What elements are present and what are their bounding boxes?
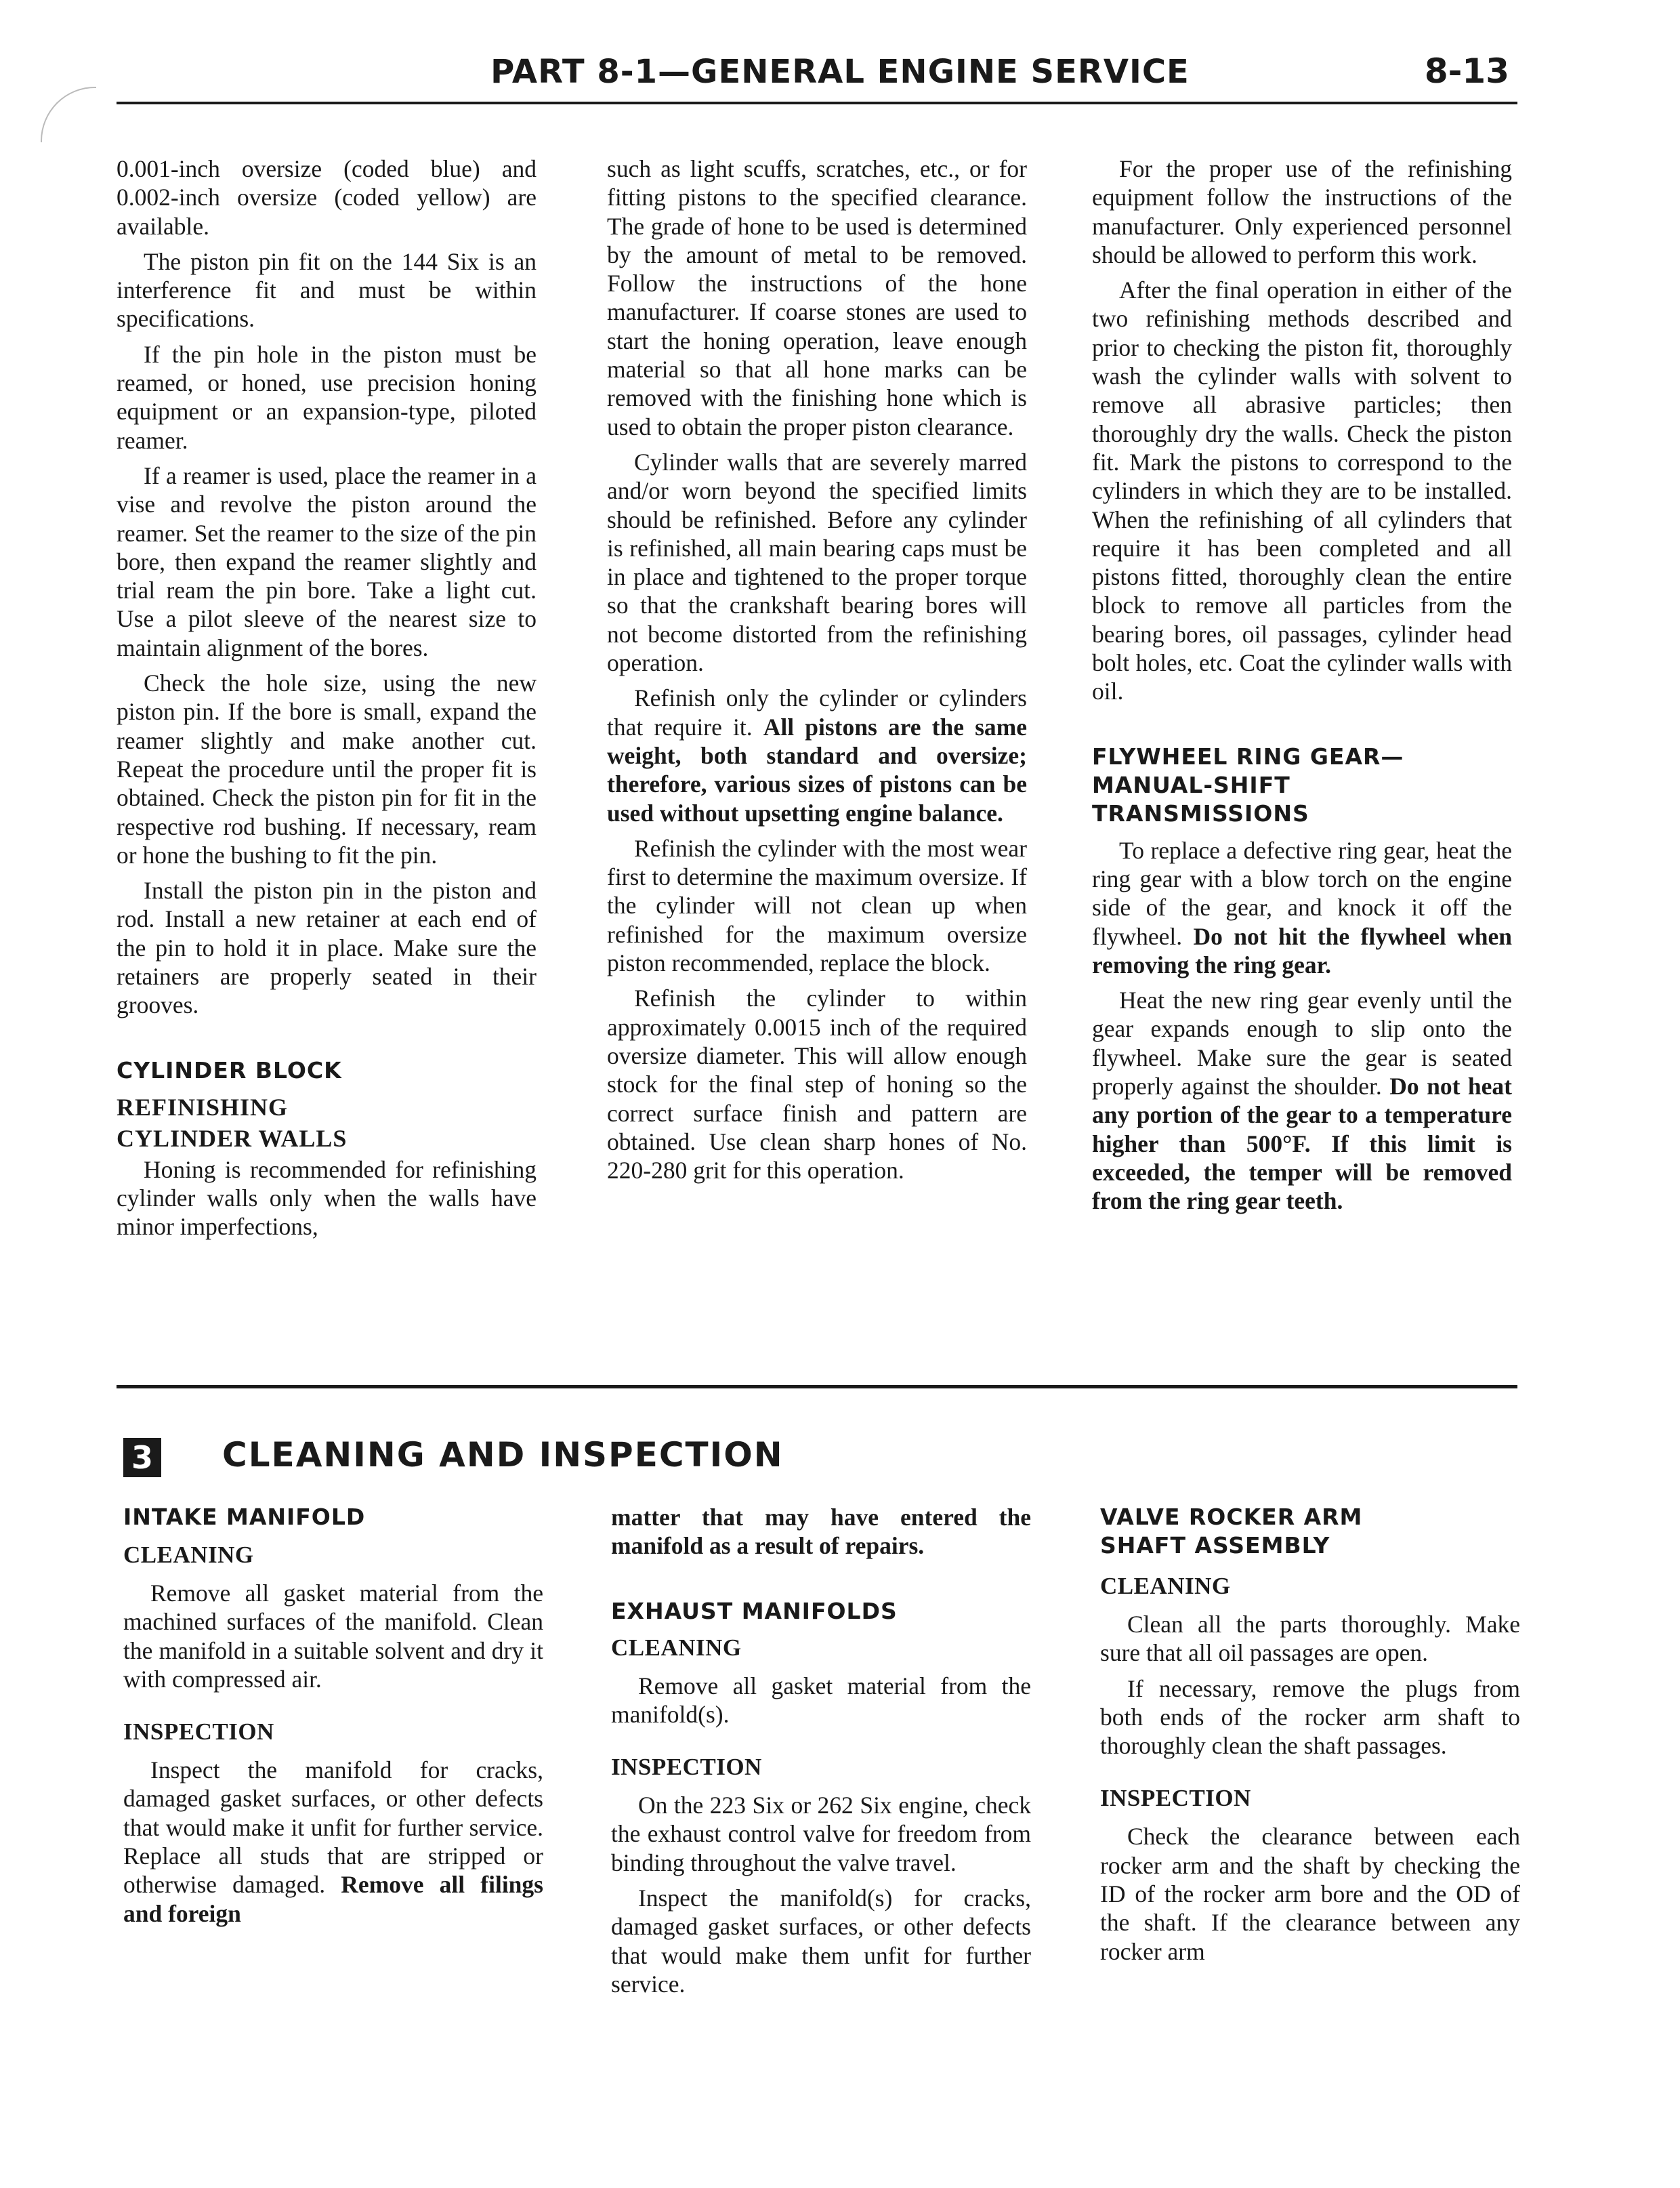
paragraph: If necessary, remove the plugs from both ends of the rocker arm shaft to thoroughly clean the shaft passages. <box>1100 1674 1520 1760</box>
paragraph: After the final operation in either of the two refinishing methods described and prior to checking the piston fit, thoroughly wash the cylinder walls with solvent to remove all abrasive particles; then thoroughly dry the walls. Check the piston fit. Mark the pistons to correspond to the cylinders in which they are to be installed. When the refinishing of all cylinders that require it has been completed and all pistons fitted, thoroughly clean the entire block to remove all particles from the bearing bores, oil passages, cylinder head bolt holes, etc. Coat the cylinder walls with oil. <box>1092 276 1512 705</box>
heading-refinishing: REFINISHING <box>117 1093 289 1121</box>
heading-flywheel-ring-gear: FLYWHEEL RING GEAR— <box>1092 743 1404 770</box>
page-header-title: PART 8-1—GENERAL ENGINE SERVICE <box>490 53 1190 91</box>
heading-inspection: INSPECTION <box>611 1754 762 1781</box>
header-divider <box>117 102 1517 104</box>
paragraph: Refinish the cylinder with the most wear first to determine the maximum oversize. If the cylinder will not clean up when refinished for the maximum oversize piston recommended, replace the block. <box>607 834 1027 977</box>
bold-text: Remove all filings and foreign <box>123 1871 543 1927</box>
heading-exhaust-manifolds: EXHAUST MANIFOLDS <box>611 1597 898 1624</box>
page-number: 8-13 <box>1424 51 1509 91</box>
top-column-1 <box>117 154 537 1248</box>
heading-valve-rocker-arm: VALVE ROCKER ARM <box>1100 1504 1363 1530</box>
heading-transmissions: TRANSMISSIONS <box>1092 800 1309 827</box>
heading-cleaning: CLEANING <box>123 1542 254 1568</box>
scan-corner-mark <box>41 87 96 142</box>
paragraph: Install the piston pin in the piston and rod. Install a new retainer at each end of the pin to hold it in place. Make sure the retainers are properly seated in their grooves. <box>117 877 537 1019</box>
bottom-column-2 <box>611 1503 1031 2005</box>
paragraph: Check the clearance between each rocker arm and the shaft by checking the ID of the rocker arm bore and the OD of the shaft. If the clearance between any rocker arm <box>1100 1823 1520 1965</box>
heading-intake-manifold: INTAKE MANIFOLD <box>123 1504 366 1530</box>
bottom-column-3 <box>1100 1503 1520 1973</box>
paragraph: Remove all gasket material from the manifold(s). <box>611 1672 1031 1728</box>
heading-manual-shift: MANUAL-SHIFT <box>1092 771 1290 798</box>
paragraph: Cylinder walls that are severely marred and/or worn beyond the specified limits should be refinished. Before any cylinder is refinished, all main bearing caps must be in place and tightened to the proper torque so that the crankshaft bearing bores will not become distorted from the refinishing operation. <box>607 448 1027 677</box>
section-title: CLEANING AND INSPECTION <box>222 1435 784 1474</box>
top-column-2 <box>607 154 1027 1191</box>
paragraph: If a reamer is used, place the reamer in a vise and revolve the piston around the reamer. Set the reamer to the size of the pin bore, then expand the reamer slightly and trial ream the pin bore. Take a light cut. Use a pilot sleeve of the nearest size to maintain alignment of the bores. <box>117 461 537 661</box>
paragraph <box>1092 986 1512 1215</box>
text: Heat the new ring gear evenly until the gear expands enough to slip onto the flywheel. Make sure the gear is seated properly against the shoulder. <box>1092 987 1512 1100</box>
section-divider <box>117 1385 1517 1388</box>
paragraph: Inspect the manifold(s) for cracks, damaged gasket surfaces, or other defects that would make them unfit for further service. <box>611 1884 1031 1998</box>
paragraph: Clean all the parts thoroughly. Make sure that all oil passages are open. <box>1100 1611 1520 1667</box>
bold-text: All pistons are the same weight, both standard and oversize; therefore, various sizes of pistons can be used without upsetting engine balance. <box>607 713 1027 827</box>
bold-paragraph: matter that may have entered the manifold as a result of repairs. <box>611 1504 1031 1560</box>
paragraph: Check the hole size, using the new piston pin. If the bore is small, expand the reamer slightly and make another cut. Repeat the procedure until the proper fit is obtained. Check the piston pin for fit in the respective rod bushing. If necessary, ream or hone the bushing to fit the pin. <box>117 669 537 869</box>
section-number-badge: 3 <box>123 1438 161 1477</box>
paragraph: On the 223 Six or 262 Six engine, check the exhaust control valve for freedom from binding throughout the valve travel. <box>611 1792 1031 1876</box>
paragraph <box>123 1756 543 1928</box>
heading-cylinder-walls: CYLINDER WALLS <box>117 1124 348 1152</box>
heading-inspection: INSPECTION <box>1100 1785 1251 1812</box>
paragraph: 0.001-inch oversize (coded blue) and 0.002-inch oversize (coded yellow) are available. <box>117 155 537 240</box>
paragraph <box>607 684 1027 827</box>
text: Inspect the manifold for cracks, damaged gasket surfaces, or other defects that would make it unfit for further service. Replace all studs that are stripped or otherwise damaged. <box>123 1756 543 1899</box>
paragraph: For the proper use of the refinishing equipment follow the instructions of the manufacturer. Only experienced personnel should be allowed to perform this work. <box>1092 155 1512 268</box>
heading-cleaning: CLEANING <box>611 1634 742 1661</box>
bottom-column-1 <box>123 1503 543 1935</box>
bold-text: Do not heat any portion of the gear to a temperature higher than 500°F. If this limit is exceeded, the temper will be removed from the ring gear teeth. <box>1092 1073 1512 1215</box>
paragraph: Refinish the cylinder to within approximately 0.0015 inch of the required oversize diameter. This will allow enough stock for the final step of honing so the correct surface finish and pattern are obtained. Use clean sharp hones of No. 220-280 grit for this operation. <box>607 985 1027 1184</box>
paragraph: The piston pin fit on the 144 Six is an interference fit and must be within specifications. <box>117 247 537 333</box>
text: To replace a defective ring gear, heat the ring gear with a blow torch on the engine side of the gear, and knock it off the flywheel. <box>1092 836 1512 950</box>
heading-inspection: INSPECTION <box>123 1718 274 1746</box>
heading-cleaning: CLEANING <box>1100 1573 1231 1599</box>
paragraph: Honing is recommended for refinishing cylinder walls only when the walls have minor imperfections, <box>117 1155 537 1241</box>
bold-text: Do not hit the flywheel when removing the ring gear. <box>1092 922 1513 978</box>
paragraph: Remove all gasket material from the machined surfaces of the manifold. Clean the manifold in a suitable solvent and dry it with compressed air. <box>123 1580 543 1693</box>
paragraph: such as light scuffs, scratches, etc., or for fitting pistons to the specified clearance. The grade of hone to be used is determined by the amount of metal to be removed. Follow the instructions of the hone manufacturer. If coarse stones are used to start the honing operation, leave enough material so that all hone marks can be removed with the finishing hone which is used to obtain the proper piston clearance. <box>607 155 1027 440</box>
heading-cylinder-block: CYLINDER BLOCK <box>117 1056 342 1083</box>
text: Refinish only the cylinder or cylinders that require it. <box>607 684 1027 741</box>
top-column-3 <box>1092 154 1512 1222</box>
paragraph: If the pin hole in the piston must be reamed, or honed, use precision honing equipment or an expansion-type, piloted reamer. <box>117 340 537 454</box>
heading-shaft-assembly: SHAFT ASSEMBLY <box>1100 1532 1330 1559</box>
paragraph <box>1092 836 1512 979</box>
